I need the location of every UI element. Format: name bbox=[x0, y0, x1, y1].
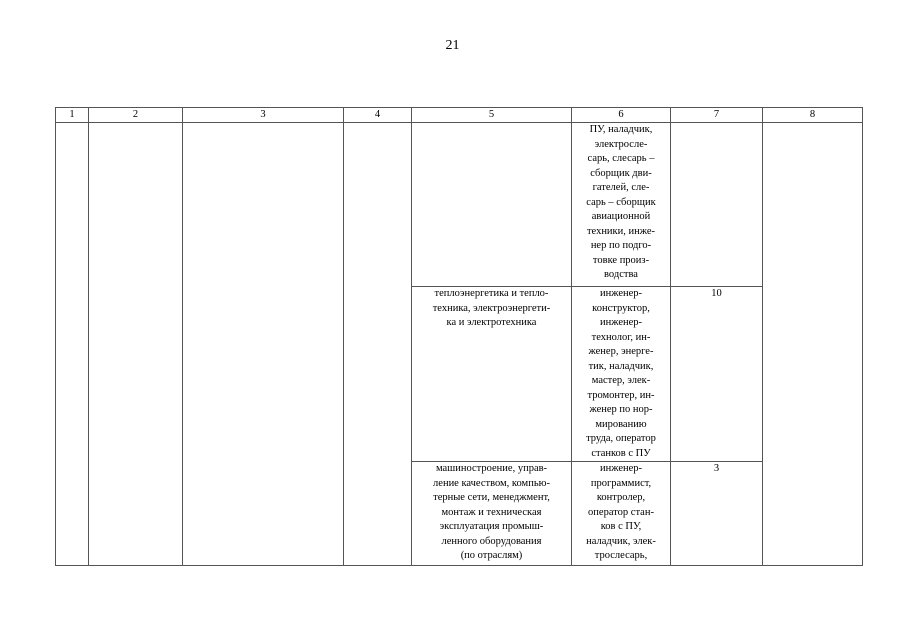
table-header-row bbox=[56, 108, 863, 123]
header-cell-6: 6 bbox=[572, 108, 671, 123]
header-cell-2: 2 bbox=[89, 108, 183, 123]
header-cell-5: 5 bbox=[412, 108, 572, 123]
table-cell-col7: 3 bbox=[671, 462, 763, 566]
table-cell-col7: 10 bbox=[671, 287, 763, 462]
table-cell-col2 bbox=[89, 123, 183, 566]
table-cell-col4 bbox=[344, 123, 412, 566]
table-cell-col5: машиностроение, управ- ление качеством, компью- терные сети, менеджмент, монтаж и техническая эксплуатация промыш- ленного оборудования (по отраслям) bbox=[412, 462, 572, 566]
table-cell-col6: ПУ, наладчик, электросле- сарь, слесарь – сборщик дви- гателей, сле- сарь – сборщик авиационной техники, инже- нер по подго- товке произ- водства bbox=[572, 123, 671, 287]
header-cell-7: 7 bbox=[671, 108, 763, 123]
table-cell-col1 bbox=[56, 123, 89, 566]
table-cell-col7 bbox=[671, 123, 763, 287]
table-cell-col8 bbox=[763, 123, 863, 566]
table-cell-col3 bbox=[183, 123, 344, 566]
data-table bbox=[55, 107, 863, 566]
table-cell-col5 bbox=[412, 123, 572, 287]
table-cell-col6: инженер- программист, контролер, оператор стан- ков с ПУ, наладчик, элек- трослесарь, bbox=[572, 462, 671, 566]
table-cell-col6: инженер- конструктор, инженер- технолог, ин- женер, энерге- тик, наладчик, мастер, элек- тромонтер, ин- женер по нор- мированию труда, оператор станков с ПУ bbox=[572, 287, 671, 462]
page-number: 21 bbox=[445, 38, 460, 53]
header-cell-3: 3 bbox=[183, 108, 344, 123]
table-row bbox=[56, 123, 863, 287]
header-cell-1: 1 bbox=[56, 108, 89, 123]
table-cell-col5: теплоэнергетика и тепло- техника, электроэнергети- ка и электротехника bbox=[412, 287, 572, 462]
header-cell-8: 8 bbox=[763, 108, 863, 123]
header-cell-4: 4 bbox=[344, 108, 412, 123]
